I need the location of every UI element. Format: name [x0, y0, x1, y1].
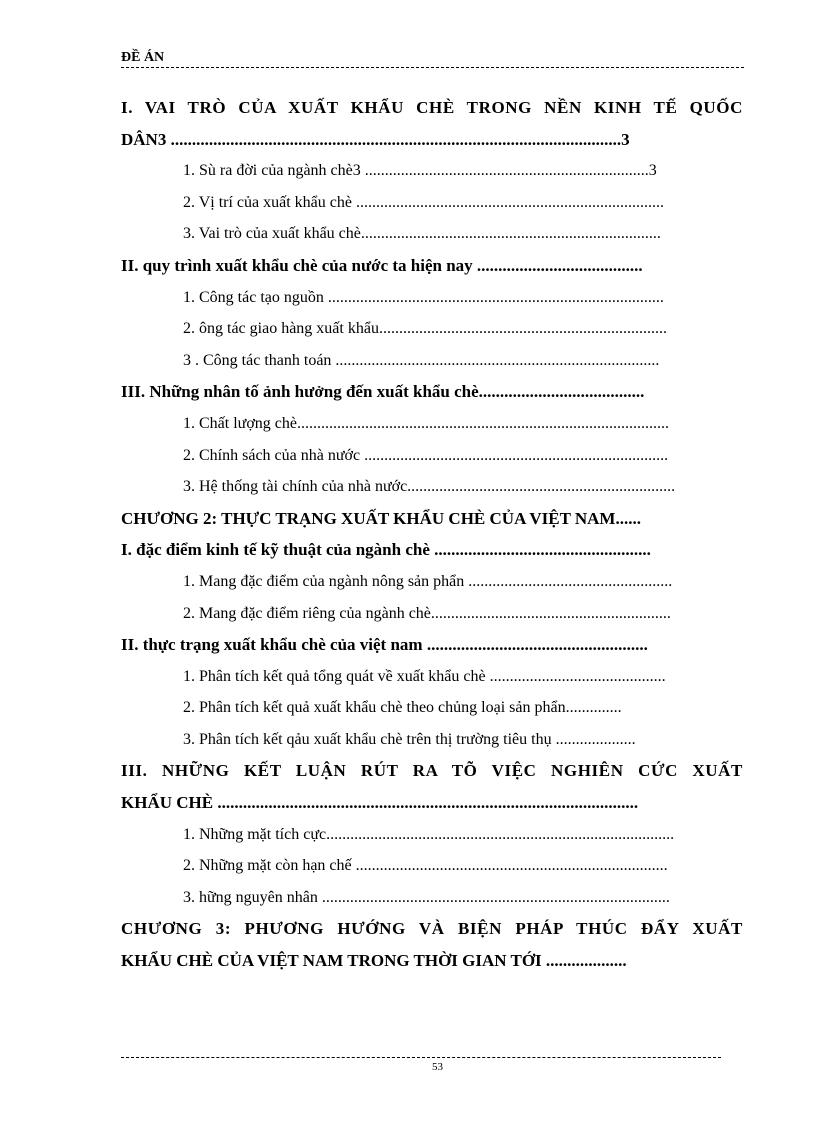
- toc-subentry: 3 . Công tác thanh toán .................................................................................: [183, 351, 660, 369]
- toc-heading: I. VAI TRÒ CỦA XUẤT KHẨU CHÈ TRONG NỀN KINH TẾ QUỐC: [121, 98, 743, 117]
- toc-subentry: 1. Chất lượng chè.............................................................................................: [183, 414, 669, 432]
- toc-subentry: 1. Công tác tạo nguồn ....................................................................................: [183, 288, 664, 306]
- toc-subentry: 1. Những mặt tích cực.......................................................................................: [183, 825, 675, 843]
- toc-subentry: 2. Vị trí của xuất khẩu chè .............................................................................: [183, 193, 664, 211]
- toc-heading: DÂN3 ..........................................................................................................3: [121, 129, 630, 149]
- toc-subentry: 2. Phân tích kết quả xuất khẩu chè theo chủng loại sản phẩn..............: [183, 699, 622, 717]
- toc-heading: II. quy trình xuất khẩu chè của nước ta hiện nay .......................................: [121, 255, 643, 275]
- toc-heading: II. thực trạng xuất khẩu chè của việt nam ....................................................: [121, 635, 648, 655]
- toc-heading: KHẨU CHÈ ...................................................................................................: [121, 793, 639, 813]
- toc-heading: CHƯƠNG 2: THỰC TRẠNG XUẤT KHẨU CHÈ CỦA VIỆT NAM......: [121, 508, 641, 528]
- footer-divider: [121, 1057, 721, 1058]
- header-label: ĐỀ ÁN: [121, 50, 165, 65]
- toc-heading: KHẨU CHÈ CỦA VIỆT NAM TRONG THỜI GIAN TỚI ...................: [121, 951, 627, 971]
- toc-subentry: 3. hững nguyên nhân .......................................................................................: [183, 888, 670, 906]
- toc-subentry: 3. Vai trò của xuất khẩu chè...........................................................................: [183, 225, 661, 243]
- toc-subentry: 1. Mang đặc điểm của ngành nông sản phẩn ...................................................: [183, 572, 673, 590]
- header-divider: [121, 67, 744, 68]
- toc-subentry: 3. Phân tích kết qảu xuất khẩu chè trên thị trường tiêu thụ ....................: [183, 730, 636, 748]
- toc-heading: III. NHỮNG KẾT LUẬN RÚT RA TÕ VIỆC NGHIÊN CỨC XUẤT: [121, 761, 743, 781]
- toc-subentry: 1. Sù ra đời của ngành chè3 .......................................................................3: [183, 162, 657, 180]
- toc-subentry: 2. ông tác giao hàng xuất khẩu........................................................................: [183, 320, 667, 338]
- page-number: 53: [432, 1061, 443, 1073]
- toc-subentry: 2. Những mặt còn hạn chế ..............................................................................: [183, 857, 668, 875]
- toc-heading: III. Những nhân tố ảnh hưởng đến xuất khẩu chè.......................................: [121, 382, 645, 402]
- toc-subentry: 3. Hệ thống tài chính của nhà nước...................................................................: [183, 478, 676, 496]
- toc-subentry: 2. Mang đặc điểm riêng của ngành chè............................................................: [183, 604, 671, 622]
- toc-heading: I. đặc điểm kinh tế kỹ thuật của ngành chè ...................................................: [121, 540, 651, 560]
- table-of-contents: [121, 92, 743, 977]
- toc-subentry: 2. Chính sách của nhà nước ............................................................................: [183, 446, 669, 464]
- toc-subentry: 1. Phân tích kết quả tổng quát về xuất khẩu chè ............................................: [183, 667, 666, 685]
- toc-heading: CHƯƠNG 3: PHƯƠNG HƯỚNG VÀ BIỆN PHÁP THÚC ĐẨY XUẤT: [121, 919, 743, 939]
